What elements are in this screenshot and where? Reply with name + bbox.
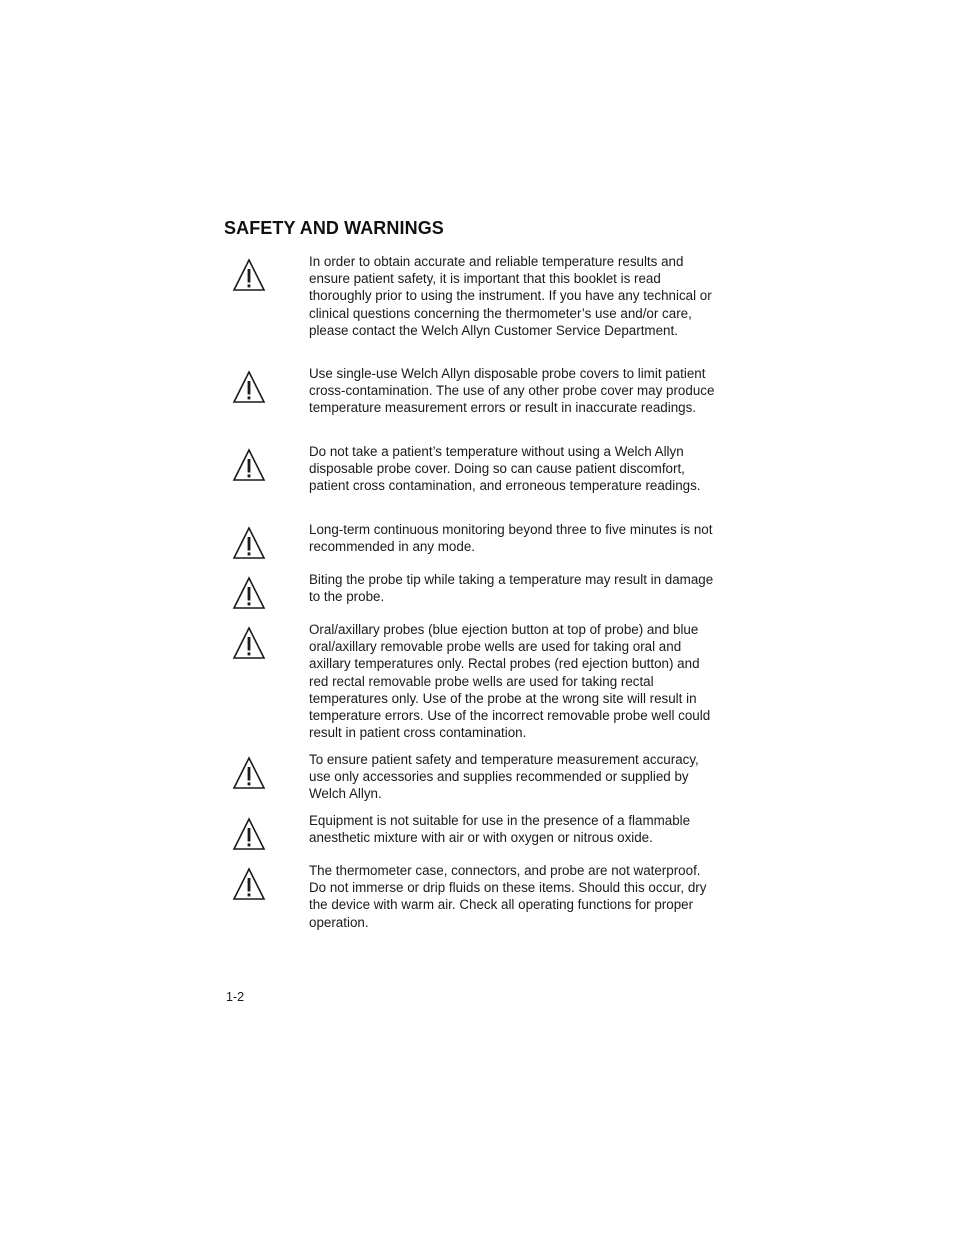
page-title: SAFETY AND WARNINGS	[224, 218, 444, 238]
warning-text: In order to obtain accurate and reliable temperature results and ensure patient safety, it is important that this booklet is read thoroughly prior to using the instrument. If you have any technical or clinical questions concerning the thermometer’s use and/or care, please contact the Welch Allyn Customer Service Department.	[309, 254, 712, 338]
warning-triangle-icon	[232, 626, 266, 660]
page-number: 1-2	[226, 990, 245, 1004]
warning-triangle-icon	[232, 370, 266, 404]
warning-text: To ensure patient safety and temperature measurement accuracy, use only accessories and supplies recommended or supplied by Welch Allyn.	[309, 752, 699, 802]
warning-triangle-icon	[232, 258, 266, 292]
warning-triangle-icon	[232, 448, 266, 482]
warning-text: Do not take a patient’s temperature without using a Welch Allyn disposable probe cover. Doing so can cause patient discomfort, patient cross contamination, and erroneous temperature readings.	[309, 444, 701, 494]
warning-triangle-icon	[232, 526, 266, 560]
warning-text: Long-term continuous monitoring beyond three to five minutes is not recommended in any mode.	[309, 522, 713, 555]
warning-text: Biting the probe tip while taking a temperature may result in damage to the probe.	[309, 572, 714, 605]
warning-triangle-icon	[232, 817, 266, 851]
warning-list	[224, 0, 724, 1235]
warning-text: Equipment is not suitable for use in the presence of a flammable anesthetic mixture with air or with oxygen or nitrous oxide.	[309, 813, 691, 846]
warning-text: The thermometer case, connectors, and probe are not waterproof. Do not immerse or drip fluids on these items. Should this occur, dry the device with warm air. Check all operating functions for proper operation.	[309, 863, 707, 930]
warning-text: Use single-use Welch Allyn disposable probe covers to limit patient cross-contamination. The use of any other probe cover may produce temperature measurement errors or result in inaccurate readings.	[309, 366, 715, 416]
warning-triangle-icon	[232, 756, 266, 790]
warning-triangle-icon	[232, 576, 266, 610]
warning-text: Oral/axillary probes (blue ejection button at top of probe) and blue oral/axillary removable probe wells are used for taking oral and axillary temperatures only. Rectal probes (red ejection button) and red rectal removable probe wells are used for taking rectal temperatures only. Use of the probe at the wrong site will result in temperature errors. Use of the incorrect removable probe well could result in patient cross contamination.	[309, 622, 711, 741]
warning-triangle-icon	[232, 867, 266, 901]
